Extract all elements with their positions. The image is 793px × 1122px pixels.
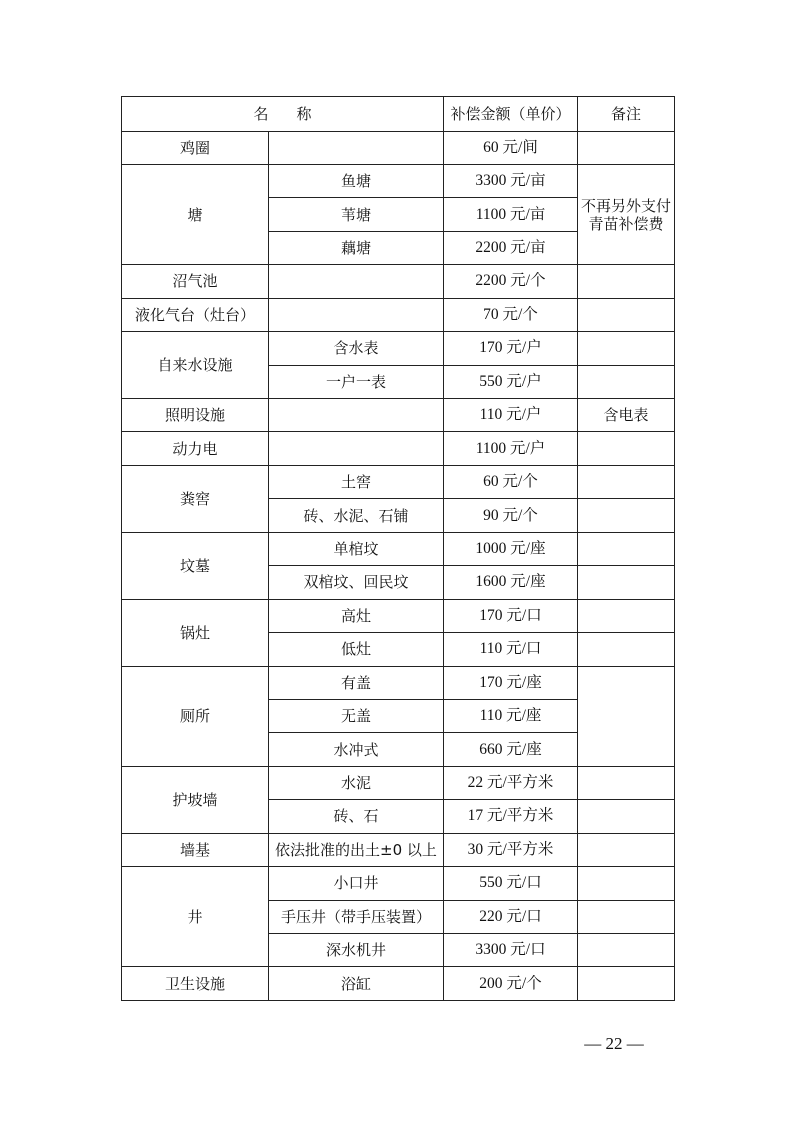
item-remark (578, 666, 675, 766)
item-remark (578, 599, 675, 632)
table-row (122, 967, 675, 1000)
header-amount: 补偿金额（单价） (444, 97, 578, 132)
table-row (122, 265, 675, 298)
table-row (122, 131, 675, 164)
item-remark (578, 566, 675, 599)
item-amount: 60 元/间 (444, 131, 578, 164)
item-name: 沼气池 (122, 265, 269, 298)
item-sub: 有盖 (269, 666, 444, 699)
item-amount: 2200 元/亩 (444, 231, 578, 264)
item-name: 鸡圈 (122, 131, 269, 164)
item-amount: 550 元/户 (444, 365, 578, 398)
item-remark (578, 131, 675, 164)
item-remark (578, 833, 675, 866)
item-sub: 无盖 (269, 699, 444, 732)
item-sub (269, 432, 444, 465)
item-remark (578, 499, 675, 532)
item-sub: 依法批准的出土±0 以上 (269, 833, 444, 866)
table-row (122, 298, 675, 331)
item-sub: 水冲式 (269, 733, 444, 766)
item-name: 液化气台（灶台） (122, 298, 269, 331)
item-amount: 30 元/平方米 (444, 833, 578, 866)
table-row (122, 164, 675, 197)
item-remark: 不再另外支付青苗补偿费 (578, 164, 675, 264)
item-sub: 藕塘 (269, 231, 444, 264)
table-row (122, 399, 675, 432)
item-sub: 土窖 (269, 465, 444, 498)
item-amount: 110 元/座 (444, 699, 578, 732)
item-sub: 手压井（带手压装置） (269, 900, 444, 933)
page-number: — 22 — (584, 1034, 644, 1053)
item-amount: 170 元/座 (444, 666, 578, 699)
item-name: 厕所 (122, 666, 269, 766)
item-remark (578, 867, 675, 900)
item-amount: 3300 元/亩 (444, 164, 578, 197)
item-remark (578, 432, 675, 465)
item-sub: 小口井 (269, 867, 444, 900)
item-name: 照明设施 (122, 399, 269, 432)
item-name: 塘 (122, 164, 269, 264)
item-sub: 水泥 (269, 766, 444, 799)
item-remark (578, 298, 675, 331)
item-sub: 鱼塘 (269, 164, 444, 197)
table-header-row (122, 97, 675, 132)
item-amount: 70 元/个 (444, 298, 578, 331)
item-amount: 660 元/座 (444, 733, 578, 766)
item-name: 动力电 (122, 432, 269, 465)
table-row (122, 432, 675, 465)
item-amount: 1100 元/亩 (444, 198, 578, 231)
item-sub: 深水机井 (269, 934, 444, 967)
item-amount: 3300 元/口 (444, 934, 578, 967)
item-remark (578, 900, 675, 933)
item-sub (269, 265, 444, 298)
item-amount: 90 元/个 (444, 499, 578, 532)
item-name: 护坡墙 (122, 766, 269, 833)
item-remark (578, 265, 675, 298)
item-name: 墙基 (122, 833, 269, 866)
item-remark (578, 967, 675, 1000)
item-remark (578, 800, 675, 833)
item-remark (578, 332, 675, 365)
item-sub: 单棺坟 (269, 532, 444, 565)
item-sub: 苇塘 (269, 198, 444, 231)
item-remark (578, 465, 675, 498)
item-name: 井 (122, 867, 269, 967)
item-sub: 浴缸 (269, 967, 444, 1000)
item-amount: 1600 元/座 (444, 566, 578, 599)
item-sub: 一户一表 (269, 365, 444, 398)
table-row (122, 766, 675, 799)
item-name: 锅灶 (122, 599, 269, 666)
item-name: 坟墓 (122, 532, 269, 599)
item-name: 自来水设施 (122, 332, 269, 399)
item-sub (269, 298, 444, 331)
item-sub (269, 131, 444, 164)
item-amount: 22 元/平方米 (444, 766, 578, 799)
item-amount: 2200 元/个 (444, 265, 578, 298)
item-sub: 低灶 (269, 633, 444, 666)
table-row (122, 867, 675, 900)
item-amount: 17 元/平方米 (444, 800, 578, 833)
item-amount: 170 元/户 (444, 332, 578, 365)
item-remark: 含电表 (578, 399, 675, 432)
item-amount: 170 元/口 (444, 599, 578, 632)
header-remark: 备注 (578, 97, 675, 132)
item-amount: 200 元/个 (444, 967, 578, 1000)
compensation-table (121, 96, 675, 1001)
item-sub: 砖、水泥、石铺 (269, 499, 444, 532)
item-amount: 110 元/户 (444, 399, 578, 432)
item-remark (578, 766, 675, 799)
item-sub: 含水表 (269, 332, 444, 365)
table-row (122, 833, 675, 866)
item-remark (578, 532, 675, 565)
item-amount: 550 元/口 (444, 867, 578, 900)
item-name: 粪窖 (122, 465, 269, 532)
item-sub: 高灶 (269, 599, 444, 632)
table-row (122, 332, 675, 365)
item-name: 卫生设施 (122, 967, 269, 1000)
item-remark (578, 633, 675, 666)
item-amount: 1100 元/户 (444, 432, 578, 465)
table-row (122, 666, 675, 699)
item-amount: 1000 元/座 (444, 532, 578, 565)
table-row (122, 532, 675, 565)
table-row (122, 465, 675, 498)
item-sub: 砖、石 (269, 800, 444, 833)
table-row (122, 599, 675, 632)
item-sub (269, 399, 444, 432)
item-remark (578, 365, 675, 398)
item-amount: 110 元/口 (444, 633, 578, 666)
item-remark (578, 934, 675, 967)
item-sub: 双棺坟、回民坟 (269, 566, 444, 599)
item-amount: 60 元/个 (444, 465, 578, 498)
item-amount: 220 元/口 (444, 900, 578, 933)
header-name: 名 称 (122, 97, 444, 132)
